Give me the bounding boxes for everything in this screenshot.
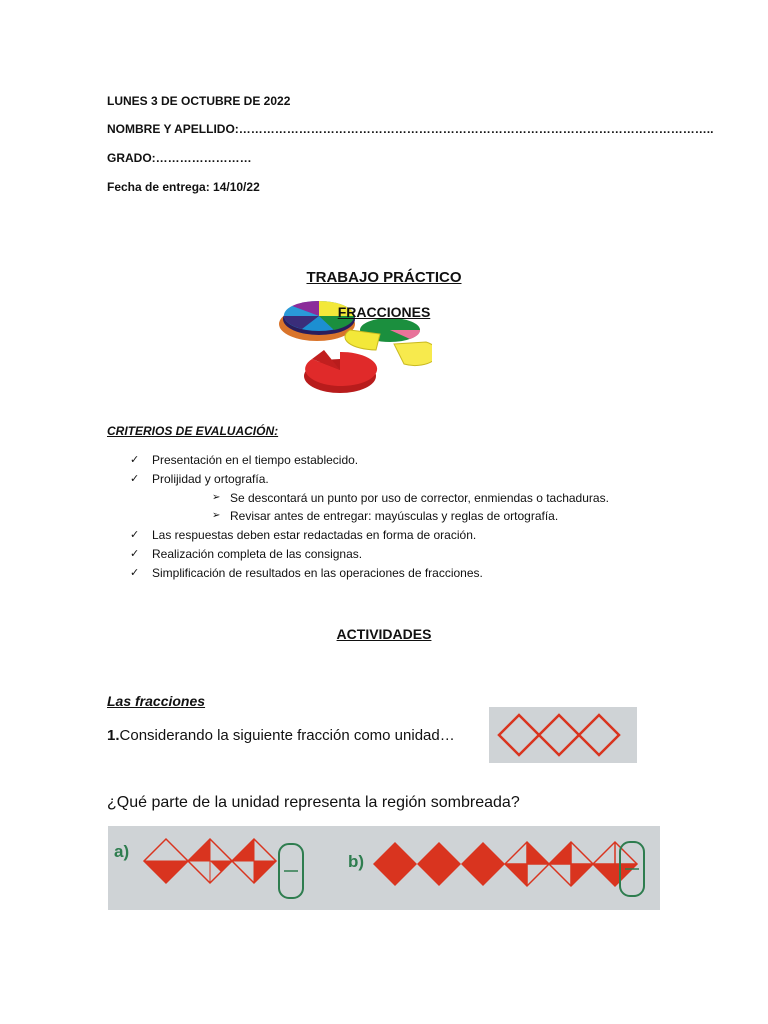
name-field[interactable]: NOMBRE Y APELLIDO:………………………………………………………………………………………………………..	[107, 122, 714, 136]
arrow-bullet-icon: ➢	[212, 510, 221, 522]
arrow-bullet-icon: ➢	[212, 491, 221, 503]
checkmark-icon: ✓	[130, 547, 140, 560]
criteria-heading: CRITERIOS DE EVALUACIÓN:	[107, 424, 279, 438]
label-a: a)	[114, 842, 130, 861]
unit-figure-photo	[489, 707, 637, 763]
due-date: Fecha de entrega: 14/10/22	[107, 180, 260, 194]
activities-heading: ACTIVIDADES	[336, 626, 432, 642]
checkmark-icon: ✓	[130, 454, 140, 466]
exercise-photo	[108, 826, 660, 910]
checkmark-icon: ✓	[130, 529, 140, 542]
diamond-unit-figure	[489, 707, 637, 763]
page-title: TRABAJO PRÁCTICO	[306, 269, 462, 286]
exercise-figures	[108, 826, 660, 910]
page-subtitle: FRACCIONES	[337, 304, 431, 320]
checkmark-icon: ✓	[130, 566, 140, 579]
checkmark-icon: ✓	[130, 472, 140, 485]
grade-field[interactable]: GRADO:……………………	[107, 151, 252, 165]
label-b: b)	[348, 852, 365, 871]
question-prompt: ¿Qué parte de la unidad representa la región sombreada?	[107, 794, 520, 811]
section-title: Las fracciones	[107, 693, 206, 709]
question-number: 1.	[107, 727, 120, 744]
question-1	[107, 727, 455, 744]
question-1-text: Considerando la siguiente fracción como unidad…	[119, 727, 455, 744]
date-line: LUNES 3 DE OCTUBRE DE 2022	[107, 94, 291, 108]
